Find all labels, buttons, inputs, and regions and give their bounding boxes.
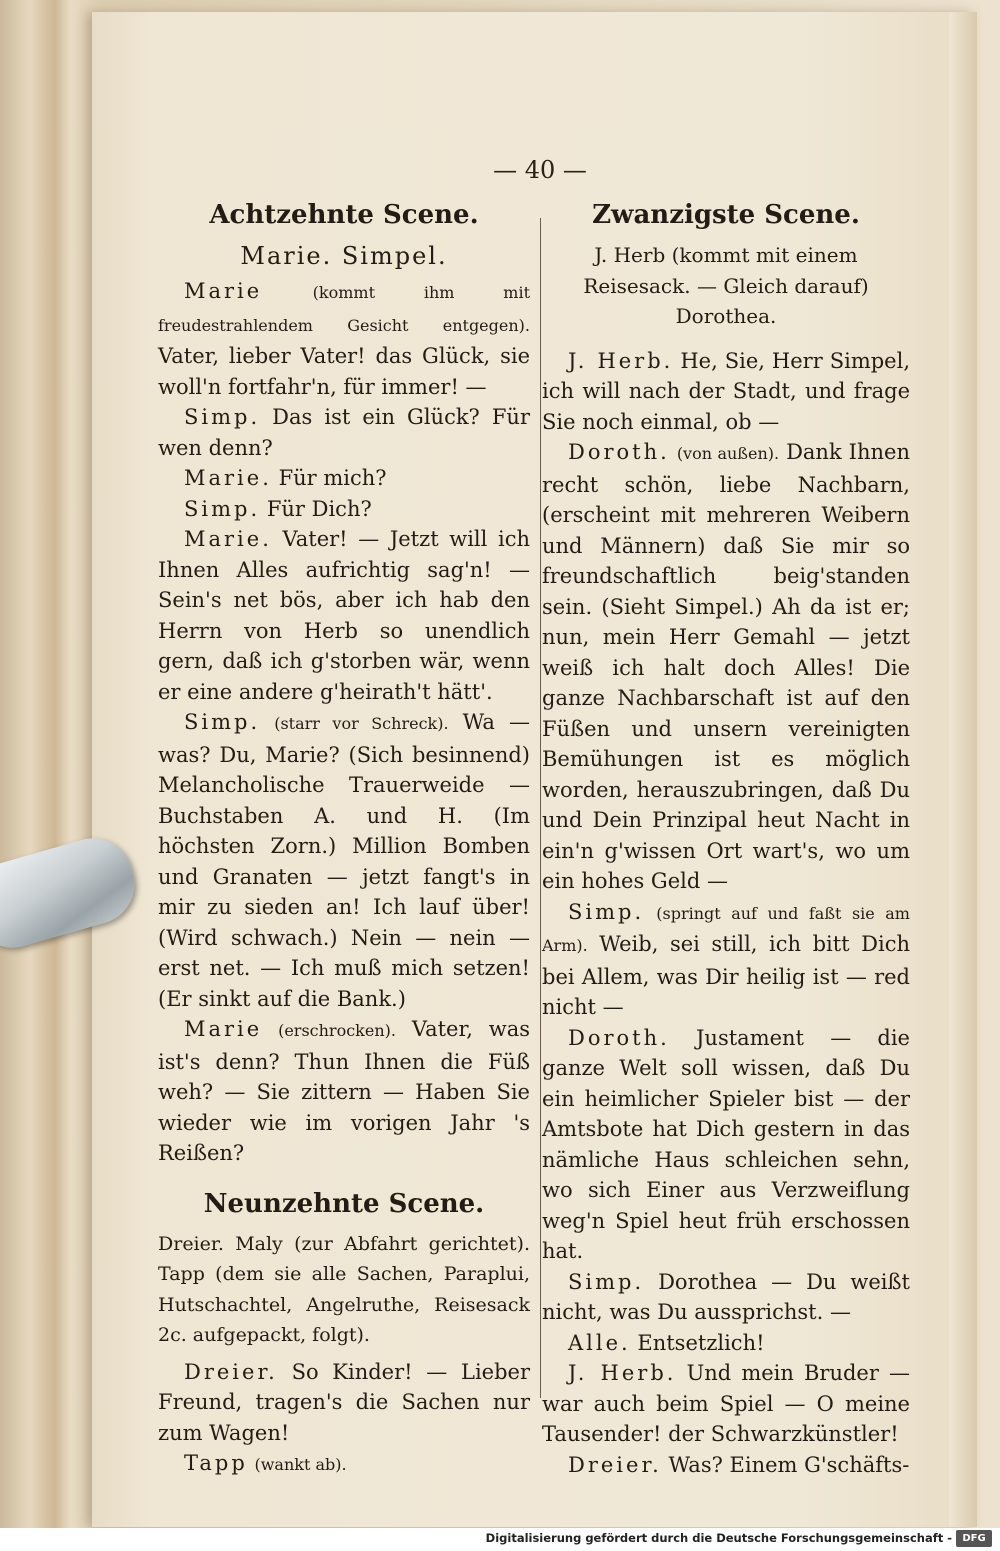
stage-direction: (erschrocken). (278, 1021, 396, 1040)
column-divider (540, 218, 541, 1398)
speaker-name: Marie (184, 1017, 263, 1041)
dialogue-paragraph (158, 494, 530, 525)
speaker-name: Simp. (568, 1269, 645, 1294)
dialogue-paragraph (542, 1328, 910, 1359)
dialogue-text: Vater! — Jetzt will ich Ihnen Alles aufrichtig sag'n! — Sein's net bös, aber ich hab den Herrn von Herb so unendlich gern, daß ich g'storben wär, wenn er eine andere g'heirath't hätt'. (158, 527, 530, 704)
dialogue-block (158, 276, 530, 1169)
dialogue-text: Was? Einem G'schäfts- (661, 1452, 910, 1477)
page-edge (949, 12, 977, 1527)
dialogue-paragraph (158, 1357, 530, 1449)
left-column (158, 198, 530, 1481)
speaker-name: Tapp (184, 1451, 248, 1475)
dialogue-paragraph (542, 1450, 910, 1481)
dialogue-paragraph (542, 1023, 910, 1267)
dialogue-text: Wa — was? Du, Marie? (Sich besinnend) Melancholische Trauerweide — Buchstaben A. und H. (Im höchsten Zorn.) Million Bomben und Granaten — jetzt fangt's in mir zu sieden an! Ich lauf über! (Wird schwach.) Nein — nein — erst net. — Ich muß mich setzen! (Er sinkt auf die Bank.) (158, 710, 530, 1011)
dialogue-paragraph (158, 276, 530, 402)
speaker-name: Marie. (184, 466, 272, 490)
dialogue-block (158, 1357, 530, 1481)
dialogue-text: Weib, sei still, ich bitt Dich bei Allem, was Dir heilig ist — red nicht — (542, 932, 910, 1019)
dialogue-text: Vater, lieber Vater! das Glück, sie woll'n fortfahr'n, für immer! — (158, 344, 530, 399)
speaker-name: Simp. (184, 405, 261, 429)
dialogue-paragraph (158, 402, 530, 463)
stage-direction: (von außen). (676, 444, 780, 463)
dialogue-text: Vater, was ist's denn? Thun Ihnen die Füß weh? — Sie zittern — Haben Sie wieder wie im vorigen Jahr 's Reißen? (158, 1017, 530, 1165)
speaker-name: J. Herb. (568, 348, 674, 373)
dialogue-paragraph (542, 346, 910, 438)
dialogue-text: Justament — die ganze Welt soll wissen, daß Du ein heimlicher Spieler bist — der Amtsbote hat Dich gestern in das nämliche Haus schleichen sehn, wo sich Einer aus Verzweiflung weg'n Spiel heut früh erschossen hat. (542, 1025, 910, 1263)
speaker-name: Marie. (184, 527, 272, 551)
speaker-name: Doroth. (568, 440, 670, 464)
stage-direction: (wankt ab). (254, 1455, 347, 1474)
page-number: — 40 — (493, 156, 587, 184)
dialogue-paragraph (542, 1267, 910, 1328)
speaker-name: Simp. (184, 496, 261, 521)
dialogue-text: Dank Ihnen recht schön, liebe Nachbarn, (erscheint mit mehreren Weibern und Männern) daß Sie mir so freundschaftlich beig'standen sein. (Sieht Simpel.) Ah da ist er; nun, mein Herr Gemahl — jetzt weiß ich halt doch Alles! Die ganze Nachbarschaft ist auf den Füßen und unsern vereinigten Bemühungen ist es möglich worden, herauszubringen, daß Du und Dein Prinzipal heut Nacht in ein'n g'wissen Ort wart's, wo um ein hohes Geld — (542, 440, 910, 893)
dialogue-text: Und mein Bruder — war auch beim Spiel — O meine Tausender! der Schwarzkünstler! (542, 1361, 910, 1446)
dialogue-paragraph (158, 524, 530, 707)
dialogue-text: Für mich? (271, 466, 387, 490)
dialogue-text: He, Sie, Herr Simpel, ich will nach der Stadt, und frage Sie noch einmal, ob — (542, 348, 910, 434)
dialogue-text: Das ist ein Glück? Für wen denn? (158, 405, 530, 460)
dialogue-paragraph (542, 437, 910, 897)
speaker-name: Marie (184, 279, 263, 303)
speaker-name: Doroth. (568, 1025, 670, 1050)
scene-cast: Dreier. Maly (zur Abfahrt gerichtet). Tapp (dem sie alle Sachen, Paraplui, Hutschachtel, Angelruthe, Reisesack 2c. aufgepackt, folgt). (158, 1232, 530, 1346)
dialogue-text: Dorothea — Du weißt nicht, was Du aussprichst. — (542, 1269, 910, 1324)
speaker-name: Dreier. (184, 1359, 278, 1384)
speaker-name: J. Herb. (568, 1361, 677, 1385)
scene-title: Zwanzigste Scene. (592, 200, 860, 230)
dialogue-paragraph (542, 1358, 910, 1450)
right-column (542, 198, 910, 1480)
dialogue-paragraph (158, 707, 530, 1014)
speaker-name: Simp. (184, 710, 261, 734)
dialogue-block (542, 346, 910, 1481)
dialogue-paragraph (158, 1014, 530, 1169)
scene-cast: Marie. Simpel. (240, 242, 448, 270)
scene-cast: J. Herb (kommt mit einem Reisesack. — Gleich darauf) Dorothea. (583, 243, 869, 328)
dialogue-paragraph (158, 463, 530, 494)
stage-direction: (starr vor Schreck). (274, 714, 449, 733)
scene-title: Neunzehnte Scene. (203, 1188, 485, 1219)
speaker-name: Simp. (568, 899, 645, 924)
dialogue-text: Entsetzlich! (630, 1330, 765, 1355)
stage-direction: (kommt ihm mit freudestrahlendem Gesicht entgegen). (158, 283, 530, 335)
dialogue-paragraph (158, 1448, 530, 1481)
dialogue-text: Für Dich? (260, 496, 372, 521)
speaker-name: Dreier. (568, 1452, 662, 1477)
speaker-name: Alle. (568, 1330, 631, 1355)
dialogue-paragraph (542, 897, 910, 1023)
scene-title: Achtzehnte Scene. (209, 200, 479, 230)
stage-direction: (springt auf und faßt sie am Arm). (542, 903, 910, 955)
dialogue-text: So Kinder! — Lieber Freund, tragen's die Sachen nur zum Wagen! (158, 1359, 530, 1445)
dfg-logo: DFG (956, 1530, 992, 1547)
footer-credit: Digitalisierung gefördert durch die Deutsche Forschungsgemeinschaft - (485, 1531, 952, 1545)
